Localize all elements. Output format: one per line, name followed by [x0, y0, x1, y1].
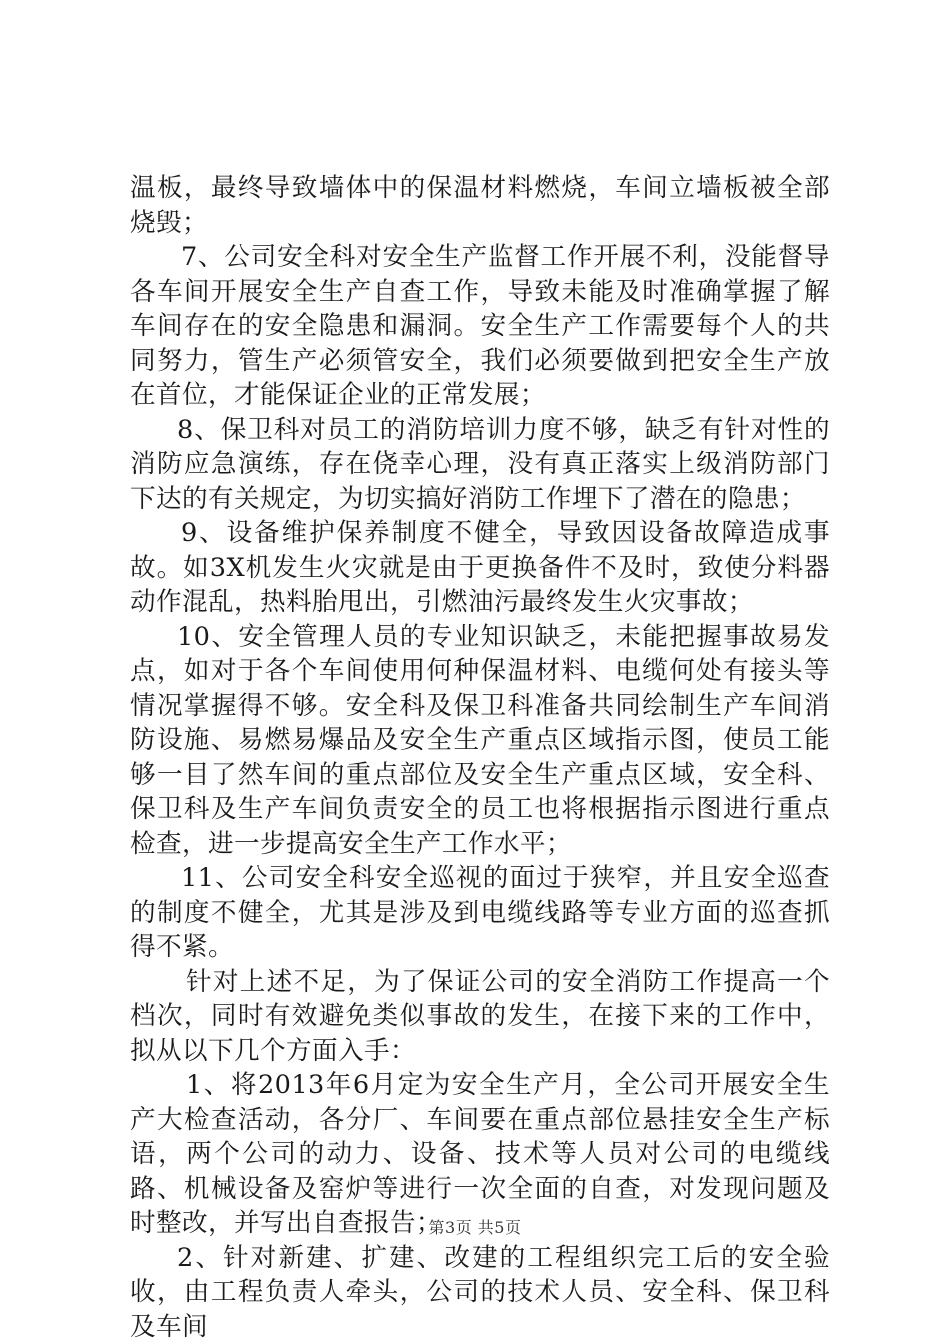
paragraph-measure-2: 2、针对新建、扩建、改建的工程组织完工后的安全验收，由工程负责人牵头，公司的技术人员、安全科、保卫科及车间 — [130, 1242, 830, 1342]
paragraph-continuation: 温板，最终导致墙体中的保温材料燃烧，车间立墙板被全部烧毁； — [130, 173, 830, 238]
paragraph-item-9: 9、设备维护保养制度不健全，导致因设备故障造成事故。如3X机发生火灾就是由于更换备件不及时，致使分料器动作混乱，热料胎甩出，引燃油污最终发生火灾事故； — [130, 518, 830, 617]
document-body — [130, 171, 830, 1344]
paragraph-item-7: 7、公司安全科对安全生产监督工作开展不利，没能督导各车间开展安全生产自查工作，导致未能及时准确掌握了解车间存在的安全隐患和漏洞。安全生产工作需要每个人的共同努力，管生产必须管安全，我们必须要做到把安全生产放在首位，才能保证企业的正常发展； — [130, 242, 830, 410]
page-number-footer: 第3页 共5页 — [428, 1218, 522, 1237]
paragraph-item-8: 8、保卫科对员工的消防培训力度不够，缺乏有针对性的消防应急演练，存在侥幸心理，没有真正落实上级消防部门下达的有关规定，为切实搞好消防工作埋下了潜在的隐患； — [130, 414, 830, 514]
paragraph-item-11: 11、公司安全科安全巡视的面过于狭窄，并且安全巡查的制度不健全，尤其是涉及到电缆线路等专业方面的巡查抓得不紧。 — [130, 863, 830, 962]
paragraph-item-10: 10、安全管理人员的专业知识缺乏，未能把握事故易发点，如对于各个车间使用何种保温材料、电缆何处有接头等情况掌握得不够。安全科及保卫科准备共同绘制生产车间消防设施、易燃易爆品及安全生产重点区域指示图，使员工能够一目了然车间的重点部位及安全生产重点区域，安全科、保卫科及生产车间负责安全的员工也将根据指示图进行重点检查，进一步提高安全生产工作水平； — [130, 621, 830, 859]
paragraph-summary: 针对上述不足，为了保证公司的安全消防工作提高一个档次，同时有效避免类似事故的发生，在接下来的工作中，拟从以下几个方面入手： — [130, 966, 830, 1066]
paragraph-measure-1: 1、将2013年6月定为安全生产月，全公司开展安全生产大检查活动，各分厂、车间要在重点部位悬挂安全生产标语，两个公司的动力、设备、技术等人员对公司的电缆线路、机械设备及窑炉等进行一次全面的自查，对发现问题及时整改，并写出自查报告； — [130, 1070, 830, 1238]
